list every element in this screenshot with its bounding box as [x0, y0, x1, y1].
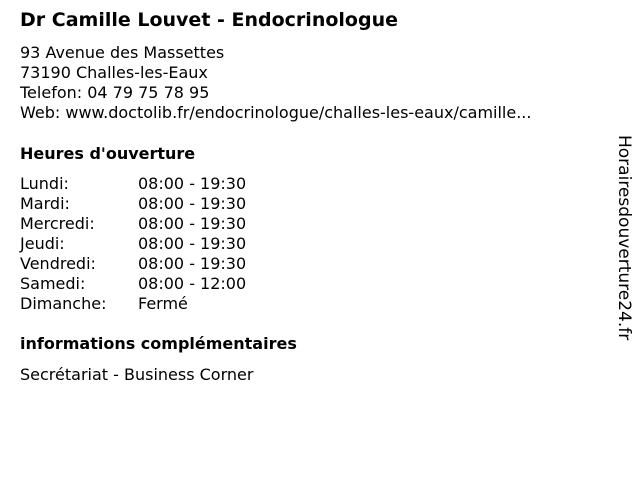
hours-row-sunday — [20, 294, 280, 314]
day-label: Mercredi: — [20, 214, 95, 233]
opening-hours-table — [20, 174, 280, 314]
time-range: 08:00 - 19:30 — [138, 194, 247, 213]
time-range: 08:00 - 19:30 — [138, 214, 247, 233]
hours-row-thursday — [20, 234, 280, 254]
time-range: 08:00 - 19:30 — [138, 234, 247, 253]
info-text: Secrétariat - Business Corner — [20, 365, 254, 384]
contact-block — [20, 43, 531, 123]
day-label: Samedi: — [20, 274, 86, 293]
hours-row-monday — [20, 174, 280, 194]
city-postal: 73190 Challes-les-Eaux — [20, 63, 208, 82]
watermark-text: Horairesdouverture24.fr — [614, 135, 634, 341]
time-range: Fermé — [138, 294, 188, 313]
phone-number: Telefon: 04 79 75 78 95 — [20, 83, 210, 102]
hours-row-saturday — [20, 274, 280, 294]
time-range: 08:00 - 19:30 — [138, 254, 247, 273]
site-watermark — [610, 135, 634, 345]
day-label: Dimanche: — [20, 294, 107, 313]
time-range: 08:00 - 19:30 — [138, 174, 247, 193]
hours-row-friday — [20, 254, 280, 274]
website-link[interactable]: Web: www.doctolib.fr/endocrinologue/challes-les-eaux/camille... — [20, 103, 532, 122]
time-range: 08:00 - 12:00 — [138, 274, 247, 293]
day-label: Jeudi: — [20, 234, 65, 253]
day-label: Vendredi: — [20, 254, 96, 273]
street-address: 93 Avenue des Massettes — [20, 43, 225, 62]
hours-heading: Heures d'ouverture — [20, 144, 196, 163]
day-label: Mardi: — [20, 194, 70, 213]
hours-row-tuesday — [20, 194, 280, 214]
hours-row-wednesday — [20, 214, 280, 234]
page-title: Dr Camille Louvet - Endocrinologue — [20, 9, 398, 31]
info-heading: informations complémentaires — [20, 334, 297, 353]
day-label: Lundi: — [20, 174, 69, 193]
